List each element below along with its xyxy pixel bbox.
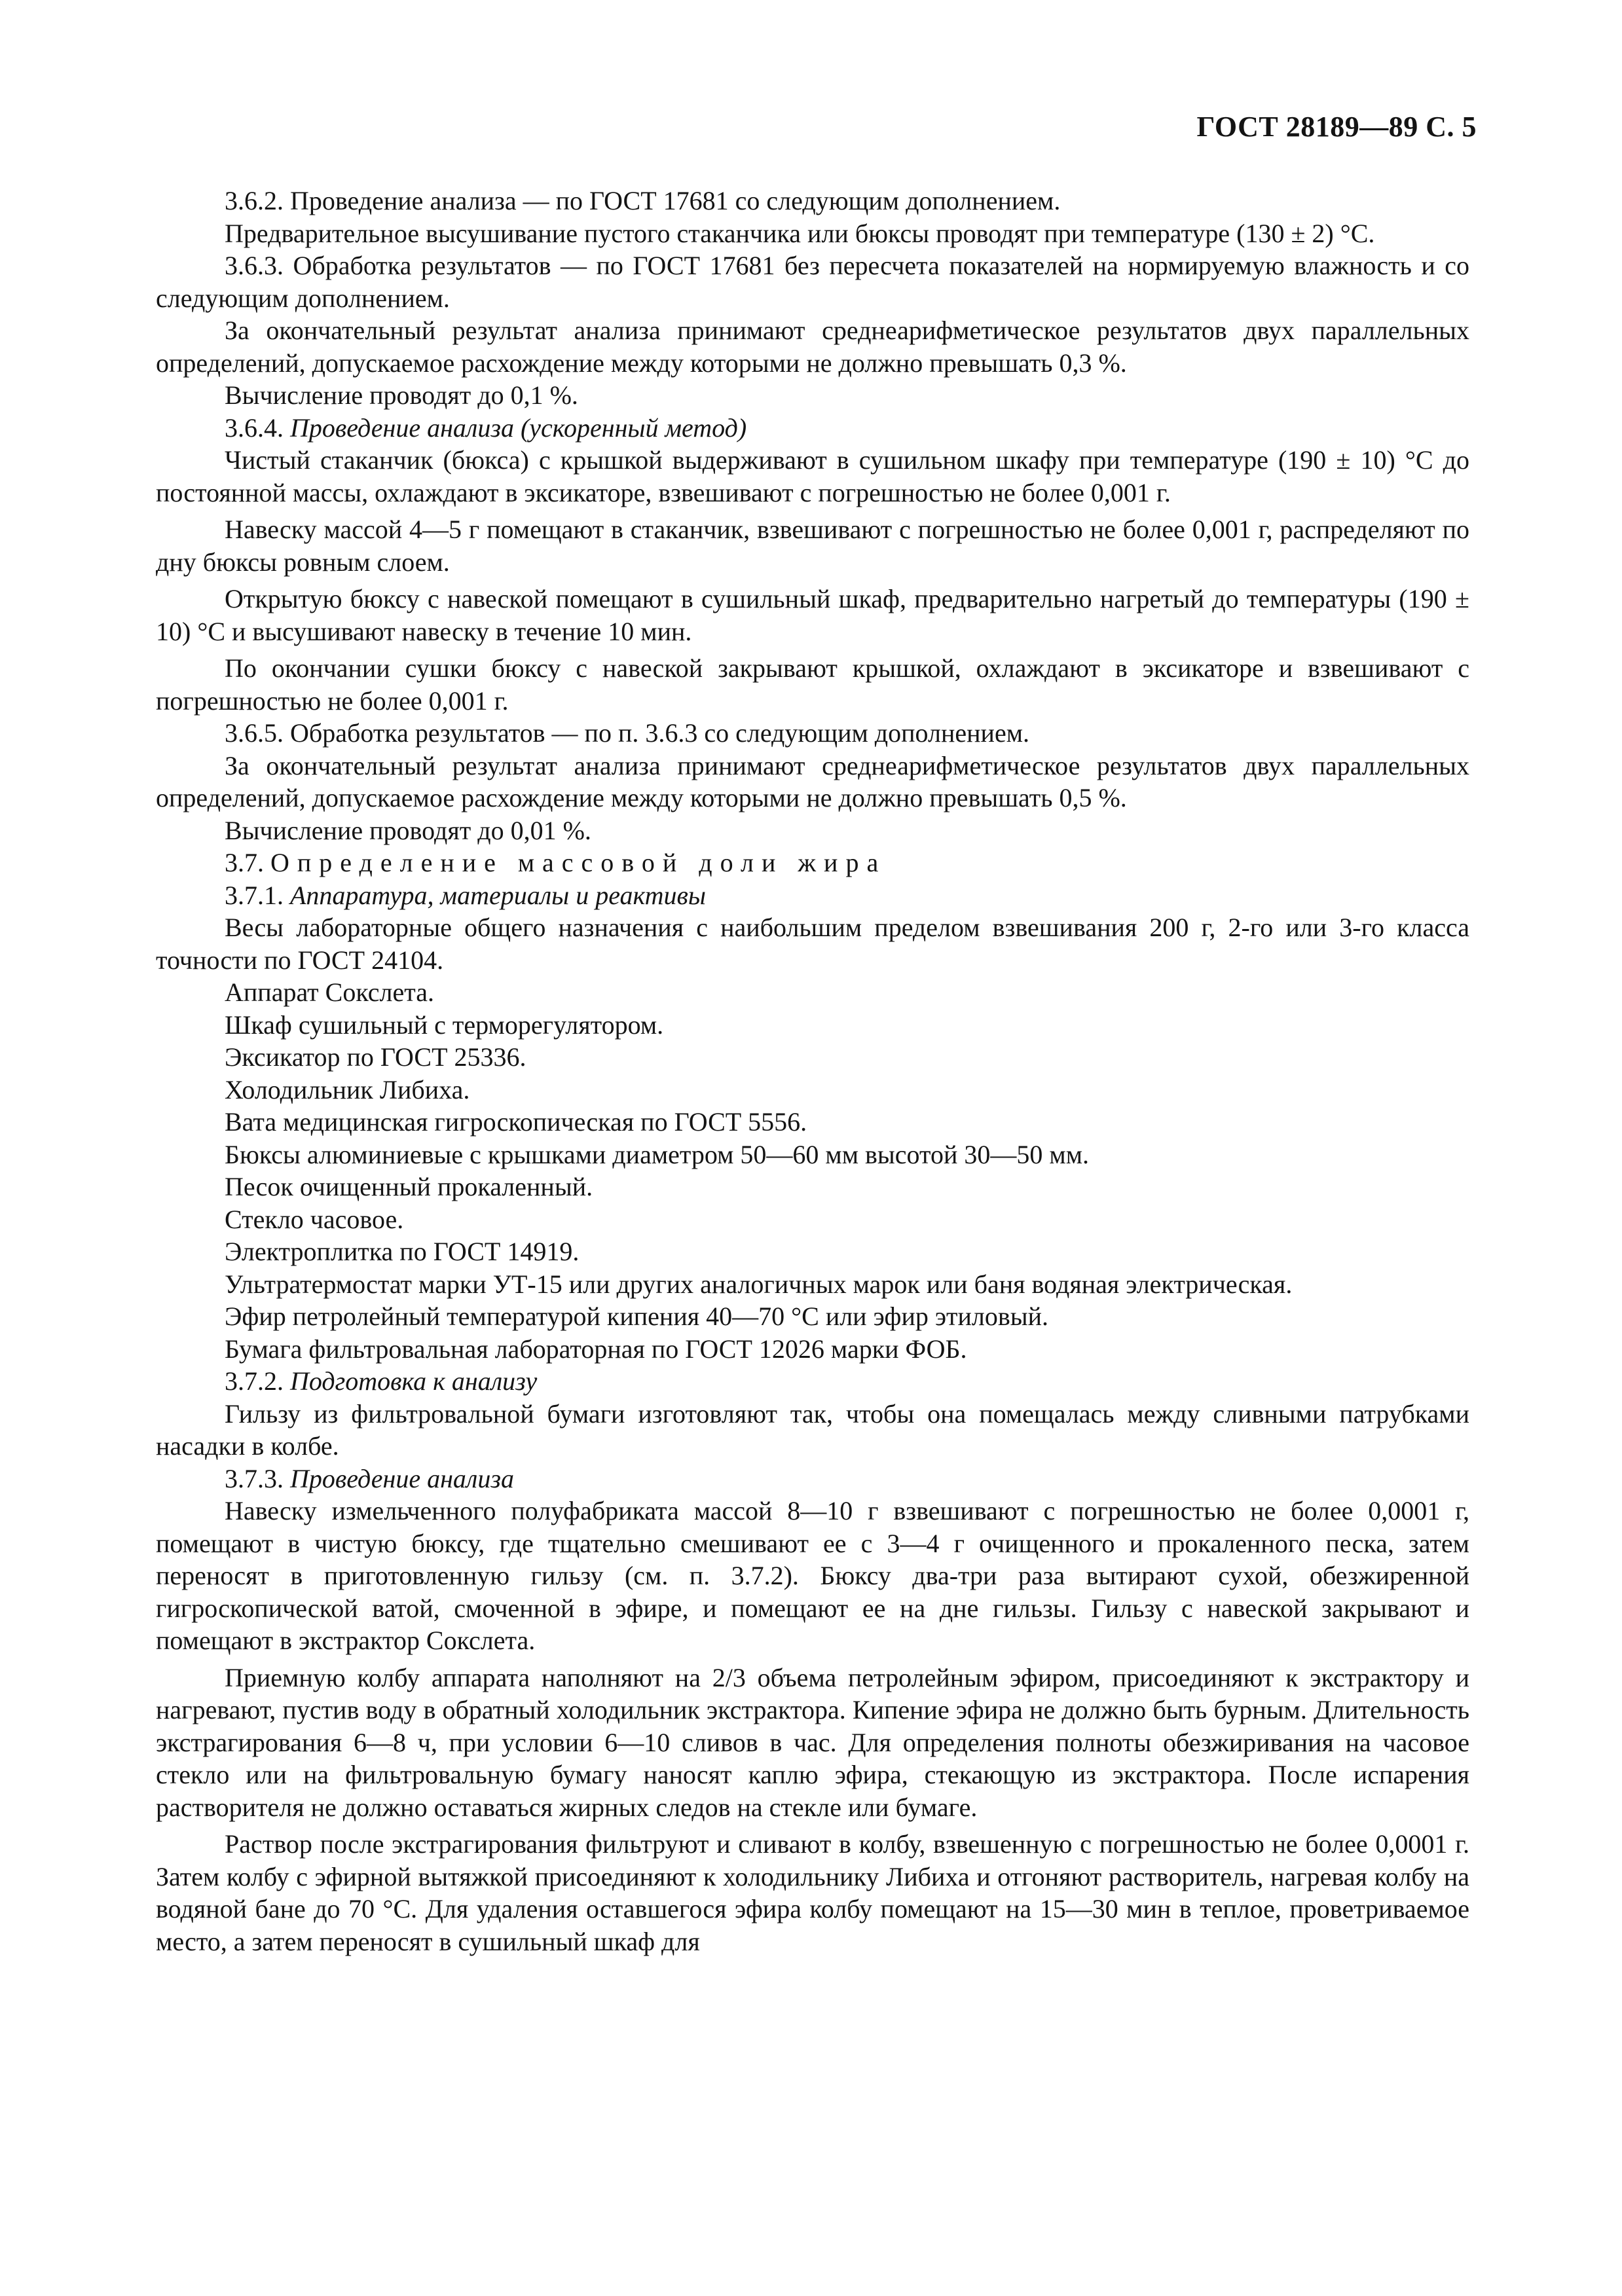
- equipment-item: Вата медицинская гигроскопическая по ГОСТ 5556.: [225, 1107, 807, 1137]
- paragraph-3-6-5: 3.6.5. Обработка результатов — по п. 3.6.3 со следующим дополнением.: [225, 718, 1030, 748]
- equipment-item: Песок очищенный прокаленный.: [225, 1172, 593, 1201]
- equipment-item: Аппарат Сокслета.: [225, 977, 434, 1007]
- section-title: Аппаратура, материалы и реактивы: [290, 880, 706, 910]
- equipment-item: Холодильник Либиха.: [225, 1074, 470, 1104]
- section-title: Определение массовой доли жира: [270, 848, 887, 877]
- equipment-item: Шкаф сушильный с терморегулятором.: [225, 1010, 664, 1040]
- equipment-item: Стекло часовое.: [225, 1204, 404, 1234]
- section-title: Подготовка к анализу: [290, 1366, 538, 1396]
- section-heading-3-7-2: [156, 1365, 1469, 1398]
- paragraph-calc-2: Вычисление проводят до 0,01 %.: [225, 815, 591, 845]
- section-title: Проведение анализа: [290, 1463, 514, 1493]
- section-heading-3-7-1: [156, 879, 1469, 912]
- section-number: 3.7.1.: [225, 880, 284, 910]
- section-title: Проведение анализа (ускоренный метод): [290, 412, 747, 443]
- section-heading-3-7: [156, 847, 1469, 879]
- paragraph-3-6-3: 3.6.3. Обработка результатов — по ГОСТ 17681 без пересчета показателей на нормируемую влажность и со следующим дополнением.: [156, 251, 1469, 313]
- paragraph-open-cup: Открытую бюксу с навеской помещают в сушильный шкаф, предварительно нагретый до температуры (190 ± 10) °С и высушивают навеску в течение 10 мин.: [156, 584, 1469, 646]
- section-number: 3.7.2.: [225, 1366, 284, 1396]
- section-number: 3.7.: [225, 848, 264, 877]
- page-header: ГОСТ 28189—89 С. 5: [1196, 111, 1477, 143]
- paragraph-end-drying: По окончании сушки бюксу с навеской закрывают крышкой, охлаждают в эксикаторе и взвешивают с погрешностью не более 0,001 г.: [156, 653, 1469, 716]
- paragraph-3-6-2: 3.6.2. Проведение анализа — по ГОСТ 17681 со следующим дополнением.: [225, 186, 1061, 215]
- paragraph-final-result-2: За окончательный результат анализа принимают среднеарифметическое результатов двух параллельных определений, допускаемое расхождение между которыми не должно превышать 0,5 %.: [156, 750, 1469, 812]
- paragraph-calc-1: Вычисление проводят до 0,1 %.: [225, 380, 578, 410]
- paragraph-sample-prep: Навеску измельченного полуфабриката массой 8—10 г взвешивают с погрешностью не более 0,0001 г, помещают в чистую бюксу, где тщательно смешивают ее с 3—4 г очищенного и прокаленного песка, затем переносят в приготовленную гильзу (см. п. 3.7.2). Бюксу два-три раза вытирают сухой, обезжиренной гигроскопической ватой, смоченной в эфире, и помещают ее на дне гильзы. Гильзу с навеской закрывают и помещают в экстрактор Сокслета.: [156, 1496, 1469, 1655]
- paragraph-final-result-1: За окончательный результат анализа принимают среднеарифметическое результатов двух параллельных определений, допускаемое расхождение между которыми не должно превышать 0,3 %.: [156, 316, 1469, 378]
- paragraph-filtration: Раствор после экстрагирования фильтруют и сливают в колбу, взвешенную с погрешностью не более 0,0001 г. Затем колбу с эфирной вытяжкой присоединяют к холодильнику Либиха и отгоняют растворитель, нагревая колбу на водяной бане до 70 °С. Для удаления оставшегося эфира колбу помещают на 15—30 мин в теплое, проветриваемое место, а затем переносят в сушильный шкаф для: [156, 1829, 1469, 1956]
- paragraph-scales: Весы лабораторные общего назначения с наибольшим пределом взвешивания 200 г, 2-го или 3-го класса точности по ГОСТ 24104.: [156, 913, 1469, 975]
- document-body: [156, 185, 1469, 1958]
- section-number: 3.7.3.: [225, 1463, 284, 1493]
- equipment-item: Эфир петролейный температурой кипения 40—70 °С или эфир этиловый.: [225, 1302, 1049, 1331]
- section-heading-3-7-3: [156, 1463, 1469, 1495]
- equipment-item: Электроплитка по ГОСТ 14919.: [225, 1237, 580, 1266]
- equipment-item: Бумага фильтровальная лабораторная по ГОСТ 12026 марки ФОБ.: [225, 1334, 967, 1364]
- paragraph-clean-cup: Чистый стаканчик (бюкса) с крышкой выдерживают в сушильном шкафу при температуре (190 ± 10) °С до постоянной массы, охлаждают в эксикаторе, взвешивают с погрешностью не более 0,001 г.: [156, 445, 1469, 507]
- paragraph-sample-mass: Навеску массой 4—5 г помещают в стаканчик, взвешивают с погрешностью не более 0,001 г, распределяют по дну бюксы ровным слоем.: [156, 515, 1469, 577]
- equipment-item: Эксикатор по ГОСТ 25336.: [225, 1042, 526, 1072]
- paragraph-thimble: Гильзу из фильтровальной бумаги изготовляют так, чтобы она помещалась между сливными патрубками насадки в колбе.: [156, 1398, 1469, 1461]
- section-heading-3-6-4: [156, 412, 1469, 445]
- equipment-item: Ультратермостат марки УТ-15 или других аналогичных марок или баня водяная электрическая.: [225, 1269, 1293, 1299]
- paragraph-drying-note: Предварительное высушивание пустого стаканчика или бюксы проводят при температуре (130 ± 2) °С.: [225, 218, 1375, 248]
- paragraph-extraction: Приемную колбу аппарата наполняют на 2/3 объема петролейным эфиром, присоединяют к экстрактору и нагревают, пустив воду в обратный холодильник экстрактора. Кипение эфира не должно быть бурным. Длительность экстрагирования 6—8 ч, при условии 6—10 сливов в час. Для определения полноты обезжиривания на часовое стекло или на фильтровальную бумагу наносят каплю эфира, стекающую из экстрактора. После испарения растворителя не должно оставаться жирных следов на стекле или бумаге.: [156, 1662, 1469, 1822]
- section-number: 3.6.4.: [225, 412, 284, 443]
- equipment-item: Бюксы алюминиевые с крышками диаметром 50—60 мм высотой 30—50 мм.: [225, 1139, 1089, 1169]
